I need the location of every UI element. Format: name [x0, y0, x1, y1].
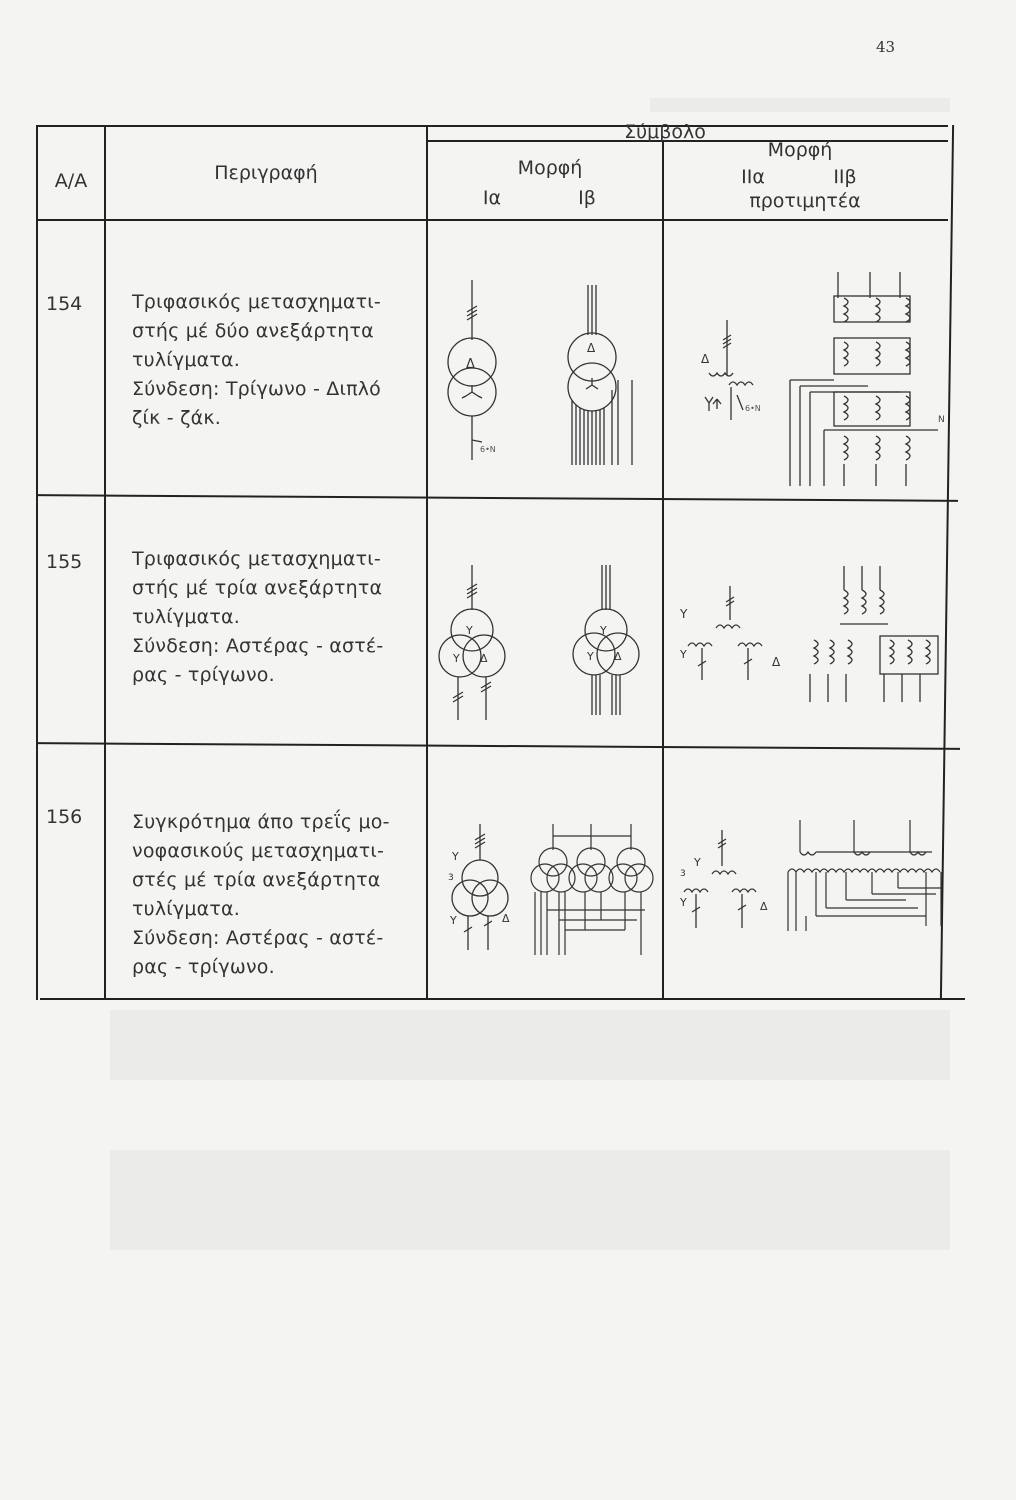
transformer-bank-symbol-form-iib — [786, 816, 948, 936]
row-number: 154 — [46, 293, 83, 315]
header-symbol: Σύμβολο — [624, 121, 706, 143]
delta-symbol: Δ — [466, 357, 475, 372]
description-line: τυλίγματα. — [132, 606, 240, 628]
row-sep-2 — [36, 742, 960, 750]
star-symbol: Y — [587, 650, 594, 663]
delta-symbol: Δ — [614, 650, 622, 663]
delta-symbol: Δ — [760, 900, 768, 913]
row-description — [132, 545, 422, 690]
description-line: τυλίγματα. — [132, 898, 240, 920]
star-symbol: Y — [680, 896, 687, 909]
transformer-symbol-form-iib — [800, 562, 945, 712]
table-border-left — [36, 125, 38, 1000]
delta-symbol: Δ — [701, 352, 710, 366]
transformer-bank-symbol-form-ib — [525, 820, 665, 960]
description-line: Σύνδεση: Αστέρας - αστέ- — [132, 635, 384, 657]
star-symbol: Y — [450, 914, 457, 927]
transformer-bank-symbol-form-iia — [676, 826, 786, 936]
page-number: 43 — [876, 38, 896, 56]
row-description — [132, 288, 422, 433]
transformer-symbol-form-iia — [676, 580, 796, 690]
star-symbol: Y — [452, 850, 459, 863]
star-symbol: Y — [600, 624, 607, 637]
delta-symbol: Δ — [502, 912, 510, 925]
row-sep-1 — [36, 494, 958, 502]
description-line: Σύνδεση: Τρίγωνο - Διπλό — [132, 378, 381, 400]
transformer-symbol-form-iib — [788, 268, 948, 490]
header-form-i-b: Ιβ — [578, 187, 596, 209]
description-line: νοφασικούς μετασχηματι- — [132, 840, 385, 862]
delta-symbol: Δ — [480, 652, 488, 665]
row-number: 156 — [46, 806, 83, 828]
delta-symbol: Δ — [587, 341, 596, 355]
header-form-ii-title: Μορφή — [767, 139, 833, 161]
row-number: 155 — [46, 551, 83, 573]
description-line: στές μέ τρία ανεξάρτητα — [132, 869, 381, 891]
neutral-label: 6•N — [745, 404, 761, 413]
description-line: ρας - τρίγωνο. — [132, 956, 275, 978]
description-line: ζίκ - ζάκ. — [132, 407, 221, 429]
table-border-top — [36, 125, 948, 127]
description-line: ρας - τρίγωνο. — [132, 664, 275, 686]
transformer-symbol-form-ia — [430, 280, 520, 470]
star-symbol: Y — [466, 624, 473, 637]
col-sep-desc — [426, 125, 428, 1000]
header-aa: A/A — [54, 170, 88, 192]
n-label: N — [938, 415, 945, 425]
row-description — [132, 808, 422, 982]
table-border-bottom — [40, 998, 965, 1000]
header-form-i-a: Ια — [482, 187, 502, 209]
star-symbol: Y — [680, 648, 687, 661]
neutral-label: 6•N — [480, 445, 496, 454]
description-line: Συγκρότημα άπο τρεΐς μο- — [132, 811, 390, 833]
description-line: Τριφασικός μετασχηματι- — [132, 548, 381, 570]
three-label: 3 — [680, 869, 686, 879]
star-symbol: Y — [694, 856, 701, 869]
delta-symbol: Δ — [772, 655, 781, 669]
header-form-i-title: Μορφή — [517, 157, 583, 179]
header-form-ii-b: ΙΙβ — [833, 166, 857, 188]
header-bottom-line — [36, 219, 948, 221]
three-label: 3 — [448, 873, 454, 883]
transformer-symbol-form-ia — [430, 560, 520, 730]
description-line: στής μέ δύο ανεξάρτητα — [132, 320, 374, 342]
description-line: Σύνδεση: Αστέρας - αστέ- — [132, 927, 384, 949]
transformer-symbol-form-ib — [570, 560, 650, 720]
description-line: στής μέ τρία ανεξάρτητα — [132, 577, 383, 599]
description-line: Τριφασικός μετασχηματι- — [132, 291, 381, 313]
star-symbol: Y — [453, 652, 460, 665]
col-sep-aa — [104, 125, 106, 1000]
description-line: τυλίγματα. — [132, 349, 240, 371]
header-form-ii-note: προτιμητέα — [749, 190, 861, 212]
star-symbol: Y — [680, 607, 688, 621]
transformer-symbol-form-ib — [560, 280, 640, 470]
transformer-symbol-form-iia — [695, 315, 785, 435]
transformer-bank-symbol-form-ia — [440, 820, 520, 960]
header-description: Περιγραφή — [214, 162, 318, 184]
header-form-ii-a: ΙΙα — [741, 166, 765, 188]
